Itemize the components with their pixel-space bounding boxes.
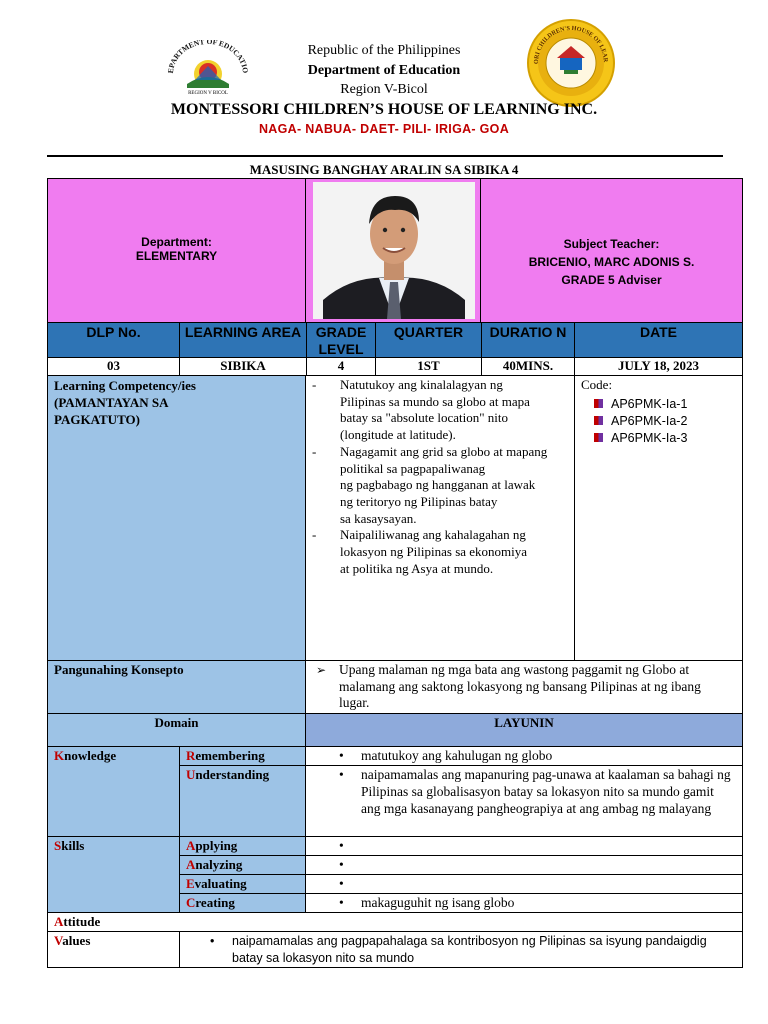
code-cell [574,375,743,661]
attitude-row: Attitude [47,912,743,932]
creating-cell: Creating [179,893,306,913]
knowledge-cell: Knowledge [47,746,180,837]
evaluating-cell: Evaluating [179,874,306,894]
code-item: AP6PMK-Ia-3 [611,430,737,447]
header-republic: Republic of the Philippines [307,43,461,58]
school-name: MONTESSORI CHILDREN’S HOUSE OF LEARNING INC. [170,101,598,118]
bullet-icon: • [339,767,344,782]
department-value: ELEMENTARY [135,249,218,263]
teacher-cell [480,178,743,323]
branches: NAGA- NABUA- DAET- PILI- IRIGA- GOA [258,122,510,136]
analyzing-cell: Analyzing [179,855,306,875]
department-label: Department: [141,235,212,249]
header-deped: Department of Education [307,63,461,78]
values-objective: naipamamalas ang pagpapahalaga sa kontribosyon ng Pilipinas sa isyung pandaigdig batay sa lokasyon nito sa mundo [232,934,707,965]
skills-cell: Skills [47,836,180,913]
remembering-cell: Remembering [179,746,306,766]
understanding-cell: Understanding [179,765,306,837]
duration-value: 40MINS. [481,357,575,376]
learning-area-header: LEARNING AREA [179,322,307,358]
arrow-bullet-icon [594,416,603,425]
competency-list [312,377,568,577]
bullet-icon: • [339,838,344,853]
teacher-role: GRADE 5 Adviser [561,273,662,287]
code-list [581,396,737,447]
school-logo-text: ORI CHILDREN'S HOUSE OF LEAR [532,24,610,65]
dlp-no-header: DLP No. [47,322,180,358]
quarter-value: 1ST [375,357,482,376]
photo-cell [305,178,481,323]
konsepto-label-cell [47,660,306,714]
creating-objective-cell [305,893,743,913]
deped-logo-region: REGION V BICOL [188,91,228,96]
bullet-icon: • [339,895,344,910]
values-objective-cell [179,931,743,968]
remembering-objective-cell [305,746,743,766]
domain-header: Domain [47,713,306,747]
learning-area-value: SIBIKA [179,357,307,376]
competency-item: - Naipaliliwanag ang kahalagahan ng lokasyon ng Pilipinas sa ekonomiya at politika ng Asya at mundo. [312,527,528,576]
bullet-icon: • [339,876,344,891]
bullet-icon: • [210,934,215,948]
applying-cell: Applying [179,836,306,856]
header-region: Region V-Bicol [340,82,428,97]
teacher-label: Subject Teacher: [563,237,660,251]
competency-items-cell [305,375,575,661]
konsepto-text-cell [305,660,743,714]
teacher-photo [313,182,475,319]
bullet-icon: • [339,748,344,763]
header-divider [47,155,723,157]
duration-header: DURATIO N [481,322,575,358]
quarter-header: QUARTER [375,322,482,358]
date-header: DATE [574,322,743,358]
evaluating-objective-cell [305,874,743,894]
grade-level-header: GRADE LEVEL [306,322,376,358]
arrow-right-icon: ➢ [316,663,327,677]
dlp-no-value: 03 [47,357,180,376]
department-cell [47,178,306,323]
bullet-icon: • [339,857,344,872]
grade-level-value: 4 [306,357,376,376]
competency-item: - Natutukoy ang kinalalagyan ng Pilipinas sa mundo sa globo at mapa batay sa "absolute location" nito (longitude at latitude). [312,377,530,443]
konsepto-label: Pangunahing Konsepto [54,662,184,677]
understanding-objective: naipamamalas ang mapanuring pag-unawa at kaalaman sa bahagi ng Pilipinas sa globalisasyon batay sa lokasyon nito sa mundo gamit ang mga kasanayang pangheograpiya at ang ambag ng malayang [361,767,731,816]
deped-logo-text: EPARTMENT OF EDUCATIO [165,40,251,74]
analyzing-objective-cell [305,855,743,875]
applying-objective-cell [305,836,743,856]
layunin-header: LAYUNIN [305,713,743,747]
code-item: AP6PMK-Ia-2 [611,413,737,430]
code-item: AP6PMK-Ia-1 [611,396,737,413]
arrow-bullet-icon [594,399,603,408]
understanding-objective-cell [305,765,743,837]
values-cell: Values [47,931,180,968]
remembering-objective: matutukoy ang kahulugan ng globo [361,748,553,763]
code-label: Code: [581,377,613,392]
creating-objective: makaguguhit ng isang globo [361,895,515,910]
competency-label-cell [47,375,306,661]
competency-item: - Nagagamit ang grid sa globo at mapang politikal sa pagpapaliwanag ng pagbabago ng hangganan at lawak ng teritoryo ng Pilipinas batay sa kasaysayan. [312,443,548,526]
arrow-bullet-icon [594,433,603,442]
competency-label: Learning Competency/ies (PAMANTAYAN SA PAGKATUTO) [54,378,196,427]
date-value: JULY 18, 2023 [574,357,743,376]
konsepto-text: Upang malaman ng mga bata ang wastong paggamit ng Globo at malamang ang saktong lokasyong ng bansang Pilipinas at ng ibang lugar. [339,662,701,710]
teacher-name: BRICENIO, MARC ADONIS S. [528,255,695,269]
document-title: MASUSING BANGHAY ARALIN SA SIBIKA 4 [249,162,519,177]
